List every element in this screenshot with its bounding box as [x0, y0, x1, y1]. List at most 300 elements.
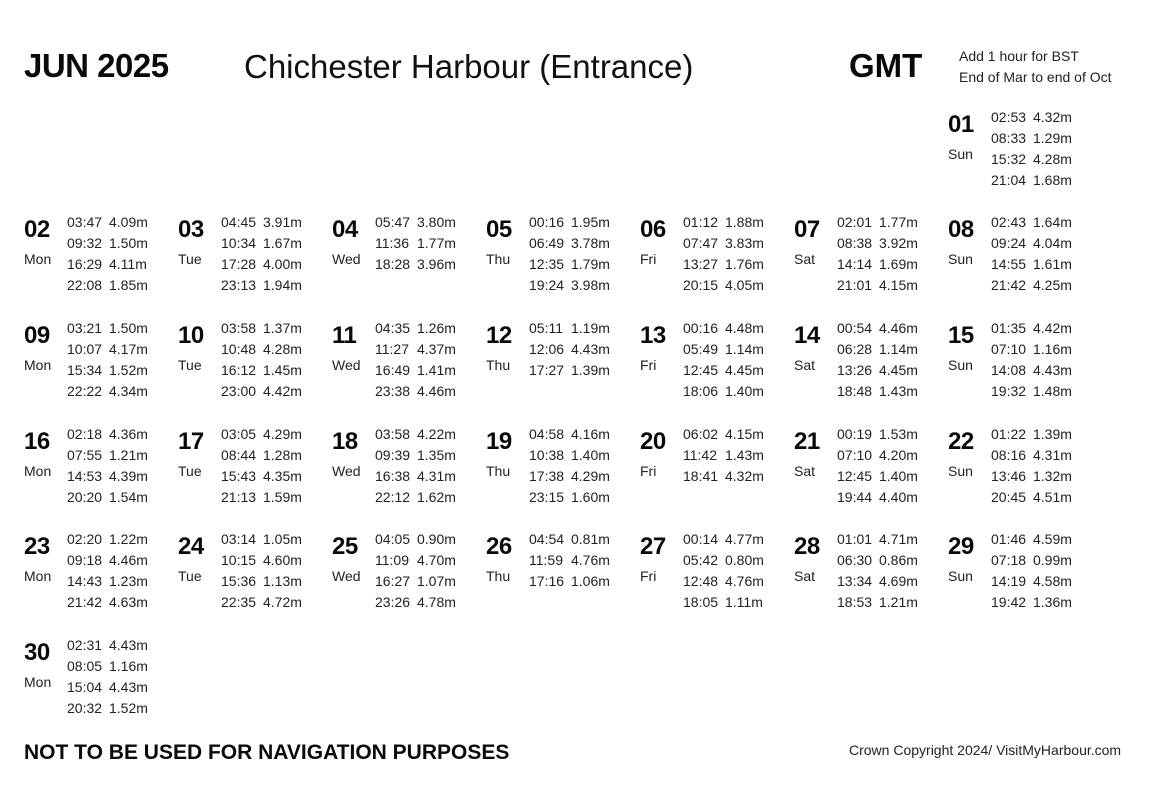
tide-time: 06:28	[837, 341, 873, 357]
day-cell	[332, 529, 482, 629]
tide-height: 4.45m	[725, 362, 764, 378]
tide-list	[221, 424, 302, 508]
tide-entry	[991, 445, 1072, 466]
tide-time: 10:38	[529, 447, 565, 463]
tide-time: 02:01	[837, 214, 873, 230]
tide-entry	[67, 318, 148, 339]
tide-height: 4.15m	[725, 426, 764, 442]
day-number: 07	[794, 216, 820, 243]
tide-height: 1.06m	[571, 573, 610, 589]
tide-height: 1.50m	[109, 320, 148, 336]
tide-time: 02:53	[991, 109, 1027, 125]
day-of-week: Sat	[794, 568, 816, 584]
tide-list	[221, 212, 302, 296]
day-number: 27	[640, 533, 666, 560]
tide-time: 08:33	[991, 130, 1027, 146]
tide-height: 3.91m	[263, 214, 302, 230]
tide-time: 05:42	[683, 552, 719, 568]
navigation-disclaimer: NOT TO BE USED FOR NAVIGATION PURPOSES	[24, 741, 510, 764]
tide-height: 4.37m	[417, 341, 456, 357]
tide-height: 1.60m	[571, 489, 610, 505]
day-of-week: Mon	[24, 463, 52, 479]
tide-height: 1.52m	[109, 362, 148, 378]
tide-height: 1.29m	[1033, 130, 1072, 146]
tide-entry	[837, 360, 918, 381]
tide-entry	[221, 571, 302, 592]
tide-entry	[375, 233, 456, 254]
tide-entry	[67, 360, 148, 381]
tide-time: 21:42	[991, 277, 1027, 293]
day-cell	[640, 212, 790, 312]
day-of-week: Mon	[24, 251, 52, 267]
tide-entry	[683, 233, 764, 254]
tide-entry	[67, 254, 148, 275]
tide-entry	[837, 571, 918, 592]
day-number: 12	[486, 322, 512, 349]
tide-time: 13:34	[837, 573, 873, 589]
tide-time: 00:19	[837, 426, 873, 442]
tide-entry	[375, 445, 456, 466]
tide-height: 1.50m	[109, 235, 148, 251]
tide-height: 3.92m	[879, 235, 918, 251]
tide-entry	[991, 107, 1072, 128]
tide-list	[67, 318, 148, 402]
tide-height: 4.22m	[417, 426, 456, 442]
tide-entry	[529, 550, 610, 571]
tide-height: 4.17m	[109, 341, 148, 357]
tide-list	[991, 529, 1072, 613]
tide-list	[529, 318, 610, 381]
tide-height: 1.39m	[571, 362, 610, 378]
day-cell	[486, 529, 636, 629]
tide-height: 3.78m	[571, 235, 610, 251]
timezone-label: GMT	[849, 47, 923, 84]
tide-entry	[683, 424, 764, 445]
tide-height: 4.76m	[571, 552, 610, 568]
tide-entry	[837, 424, 918, 445]
day-cell	[948, 107, 1098, 207]
tide-time: 21:13	[221, 489, 257, 505]
day-of-week: Fri	[640, 357, 657, 373]
tide-height: 1.28m	[263, 447, 302, 463]
tide-entry	[837, 445, 918, 466]
day-number: 24	[178, 533, 204, 560]
tide-time: 14:53	[67, 468, 103, 484]
tide-entry	[991, 128, 1072, 149]
tide-height: 4.15m	[879, 277, 918, 293]
tide-height: 4.31m	[417, 468, 456, 484]
tide-entry	[837, 275, 918, 296]
tide-entry	[375, 339, 456, 360]
tide-entry	[221, 550, 302, 571]
tide-height: 1.05m	[263, 531, 302, 547]
tide-entry	[529, 571, 610, 592]
tide-entry	[529, 424, 610, 445]
tide-height: 4.60m	[263, 552, 302, 568]
tide-height: 4.00m	[263, 256, 302, 272]
tide-entry	[221, 529, 302, 550]
day-cell	[332, 212, 482, 312]
tide-height: 1.23m	[109, 573, 148, 589]
day-cell	[486, 212, 636, 312]
day-of-week: Fri	[640, 251, 657, 267]
tide-time: 01:35	[991, 320, 1027, 336]
tide-entry	[683, 445, 764, 466]
tide-height: 4.35m	[263, 468, 302, 484]
tide-entry	[221, 318, 302, 339]
tide-time: 13:26	[837, 362, 873, 378]
tide-entry	[991, 466, 1072, 487]
tide-time: 12:45	[837, 468, 873, 484]
tide-height: 1.45m	[263, 362, 302, 378]
tide-time: 07:18	[991, 552, 1027, 568]
tide-entry	[67, 339, 148, 360]
tide-height: 1.43m	[725, 447, 764, 463]
day-cell	[640, 529, 790, 629]
day-cell	[486, 318, 636, 418]
tide-time: 22:22	[67, 383, 103, 399]
day-number: 11	[332, 322, 357, 349]
tide-time: 19:24	[529, 277, 565, 293]
tide-list	[375, 212, 456, 275]
tide-time: 07:47	[683, 235, 719, 251]
tide-entry	[529, 275, 610, 296]
tide-height: 1.85m	[109, 277, 148, 293]
day-number: 05	[486, 216, 512, 243]
tide-entry	[837, 233, 918, 254]
tide-entry	[375, 466, 456, 487]
tide-time: 04:35	[375, 320, 411, 336]
day-of-week: Tue	[178, 463, 202, 479]
tide-entry	[991, 254, 1072, 275]
tide-list	[991, 212, 1072, 296]
tide-time: 23:00	[221, 383, 257, 399]
tide-entry	[375, 360, 456, 381]
tide-entry	[991, 233, 1072, 254]
tide-entry	[375, 254, 456, 275]
tide-height: 1.94m	[263, 277, 302, 293]
tide-time: 00:54	[837, 320, 873, 336]
tide-height: 3.96m	[417, 256, 456, 272]
tide-time: 14:08	[991, 362, 1027, 378]
day-of-week: Sun	[948, 251, 973, 267]
tide-entry	[67, 698, 148, 719]
tide-height: 1.39m	[1033, 426, 1072, 442]
tide-height: 1.88m	[725, 214, 764, 230]
day-number: 09	[24, 322, 50, 349]
tide-time: 23:26	[375, 594, 411, 610]
day-of-week: Mon	[24, 357, 52, 373]
tide-list	[67, 529, 148, 613]
tide-time: 23:38	[375, 383, 411, 399]
tide-entry	[375, 212, 456, 233]
day-of-week: Wed	[332, 357, 361, 373]
tide-time: 12:48	[683, 573, 719, 589]
tide-height: 4.43m	[571, 341, 610, 357]
day-of-week: Sun	[948, 463, 973, 479]
tide-entry	[683, 381, 764, 402]
day-number: 23	[24, 533, 50, 560]
tide-time: 06:02	[683, 426, 719, 442]
tide-height: 4.40m	[879, 489, 918, 505]
tide-time: 05:49	[683, 341, 719, 357]
tide-entry	[683, 360, 764, 381]
tide-height: 4.45m	[879, 362, 918, 378]
tide-height: 1.54m	[109, 489, 148, 505]
tide-entry	[221, 212, 302, 233]
tide-entry	[529, 339, 610, 360]
tide-entry	[67, 275, 148, 296]
tide-entry	[683, 339, 764, 360]
tide-height: 4.31m	[1033, 447, 1072, 463]
tide-list	[837, 529, 918, 613]
day-of-week: Sun	[948, 146, 973, 162]
tide-entry	[837, 318, 918, 339]
bst-note	[959, 46, 1112, 88]
day-number: 13	[640, 322, 666, 349]
tide-height: 4.32m	[725, 468, 764, 484]
tide-entry	[67, 550, 148, 571]
tide-time: 14:19	[991, 573, 1027, 589]
tide-time: 02:31	[67, 637, 103, 653]
day-cell	[486, 424, 636, 524]
tide-time: 16:38	[375, 468, 411, 484]
tide-time: 18:28	[375, 256, 411, 272]
day-cell	[948, 318, 1098, 418]
tide-time: 21:42	[67, 594, 103, 610]
tide-time: 06:30	[837, 552, 873, 568]
day-number: 21	[794, 428, 820, 455]
tide-time: 19:44	[837, 489, 873, 505]
tide-time: 08:38	[837, 235, 873, 251]
tide-time: 12:06	[529, 341, 565, 357]
tide-entry	[375, 487, 456, 508]
tide-height: 1.21m	[109, 447, 148, 463]
tide-time: 20:20	[67, 489, 103, 505]
day-number: 19	[486, 428, 512, 455]
tide-entry	[837, 529, 918, 550]
tide-list	[221, 529, 302, 613]
tide-entry	[529, 445, 610, 466]
day-number: 18	[332, 428, 358, 455]
tide-height: 4.43m	[109, 637, 148, 653]
tide-entry	[375, 318, 456, 339]
tide-height: 1.21m	[879, 594, 918, 610]
tide-entry	[683, 466, 764, 487]
tide-height: 1.53m	[879, 426, 918, 442]
tide-time: 10:34	[221, 235, 257, 251]
tide-height: 4.09m	[109, 214, 148, 230]
tide-time: 00:14	[683, 531, 719, 547]
tide-time: 12:35	[529, 256, 565, 272]
tide-entry	[67, 212, 148, 233]
tide-time: 15:43	[221, 468, 257, 484]
tide-time: 09:39	[375, 447, 411, 463]
tide-height: 1.67m	[263, 235, 302, 251]
tide-entry	[837, 550, 918, 571]
tide-height: 1.32m	[1033, 468, 1072, 484]
tide-time: 10:48	[221, 341, 257, 357]
tide-height: 1.48m	[1033, 383, 1072, 399]
tide-time: 17:16	[529, 573, 565, 589]
tide-entry	[991, 275, 1072, 296]
day-cell	[948, 529, 1098, 629]
day-number: 22	[948, 428, 974, 455]
tide-time: 18:48	[837, 383, 873, 399]
day-number: 03	[178, 216, 204, 243]
tide-entry	[991, 592, 1072, 613]
tide-list	[375, 529, 456, 613]
tide-entry	[375, 571, 456, 592]
tide-height: 4.28m	[263, 341, 302, 357]
tide-time: 18:06	[683, 383, 719, 399]
tide-height: 0.86m	[879, 552, 918, 568]
tide-time: 16:49	[375, 362, 411, 378]
tide-entry	[67, 445, 148, 466]
tide-time: 08:05	[67, 658, 103, 674]
day-cell	[24, 424, 174, 524]
tide-height: 4.25m	[1033, 277, 1072, 293]
tide-height: 4.28m	[1033, 151, 1072, 167]
tide-time: 22:08	[67, 277, 103, 293]
tide-height: 4.05m	[725, 277, 764, 293]
tide-time: 04:54	[529, 531, 565, 547]
tide-time: 18:05	[683, 594, 719, 610]
tide-height: 4.39m	[109, 468, 148, 484]
tide-time: 10:07	[67, 341, 103, 357]
tide-height: 4.78m	[417, 594, 456, 610]
tide-height: 1.40m	[879, 468, 918, 484]
tide-time: 18:53	[837, 594, 873, 610]
day-of-week: Thu	[486, 251, 511, 267]
tide-entry	[67, 635, 148, 656]
tide-height: 4.42m	[1033, 320, 1072, 336]
tide-time: 11:42	[683, 447, 717, 463]
day-of-week: Wed	[332, 251, 361, 267]
tide-entry	[221, 424, 302, 445]
day-number: 26	[486, 533, 512, 560]
day-number: 17	[178, 428, 204, 455]
tide-height: 4.70m	[417, 552, 456, 568]
tide-entry	[221, 339, 302, 360]
day-cell	[24, 529, 174, 629]
month-title: JUN 2025	[24, 47, 169, 84]
tide-time: 20:32	[67, 700, 103, 716]
day-of-week: Thu	[486, 463, 511, 479]
tide-height: 1.16m	[109, 658, 148, 674]
tide-time: 17:27	[529, 362, 565, 378]
tide-time: 09:32	[67, 235, 103, 251]
tide-time: 09:18	[67, 552, 103, 568]
tide-height: 4.46m	[109, 552, 148, 568]
tide-time: 00:16	[529, 214, 565, 230]
tide-time: 11:09	[375, 552, 409, 568]
day-number: 30	[24, 639, 50, 666]
tide-height: 1.59m	[263, 489, 302, 505]
day-number: 02	[24, 216, 50, 243]
tide-height: 1.26m	[417, 320, 456, 336]
tide-list	[991, 318, 1072, 402]
day-cell	[178, 318, 328, 418]
tide-time: 17:28	[221, 256, 257, 272]
tide-entry	[837, 339, 918, 360]
tide-time: 20:45	[991, 489, 1027, 505]
tide-height: 3.83m	[725, 235, 764, 251]
tide-time: 19:42	[991, 594, 1027, 610]
tide-list	[67, 635, 148, 719]
tide-height: 1.16m	[1033, 341, 1072, 357]
tide-time: 03:14	[221, 531, 257, 547]
tide-time: 04:58	[529, 426, 565, 442]
tide-time: 02:20	[67, 531, 103, 547]
tide-entry	[837, 592, 918, 613]
tide-time: 19:32	[991, 383, 1027, 399]
tide-entry	[67, 466, 148, 487]
tide-entry	[67, 424, 148, 445]
tide-height: 1.69m	[879, 256, 918, 272]
day-number: 06	[640, 216, 666, 243]
location-title: Chichester Harbour (Entrance)	[244, 48, 694, 85]
tide-entry	[991, 550, 1072, 571]
tide-list	[683, 424, 764, 487]
tide-entry	[375, 424, 456, 445]
tide-entry	[67, 487, 148, 508]
tide-entry	[529, 233, 610, 254]
tide-time: 14:43	[67, 573, 103, 589]
tide-time: 16:29	[67, 256, 103, 272]
tide-entry	[67, 233, 148, 254]
tide-height: 4.43m	[109, 679, 148, 695]
tide-height: 4.34m	[109, 383, 148, 399]
tide-time: 05:47	[375, 214, 411, 230]
tide-height: 4.77m	[725, 531, 764, 547]
tide-height: 1.11m	[725, 594, 763, 610]
tide-list	[67, 424, 148, 508]
tide-height: 1.07m	[417, 573, 456, 589]
tide-time: 01:12	[683, 214, 719, 230]
day-of-week: Sun	[948, 568, 973, 584]
tide-time: 03:05	[221, 426, 257, 442]
tide-entry	[991, 571, 1072, 592]
tide-height: 4.46m	[417, 383, 456, 399]
tide-time: 03:58	[221, 320, 257, 336]
day-cell	[794, 529, 944, 629]
tide-height: 1.40m	[725, 383, 764, 399]
tide-height: 1.37m	[263, 320, 302, 336]
day-number: 29	[948, 533, 974, 560]
tide-time: 07:55	[67, 447, 103, 463]
tide-entry	[67, 656, 148, 677]
tide-entry	[67, 381, 148, 402]
tide-list	[991, 107, 1072, 191]
bst-note-line-2: End of Mar to end of Oct	[959, 69, 1112, 85]
tide-height: 4.16m	[571, 426, 610, 442]
day-number: 10	[178, 322, 204, 349]
tide-time: 11:59	[529, 552, 563, 568]
tide-time: 07:10	[991, 341, 1027, 357]
day-of-week: Thu	[486, 568, 511, 584]
day-of-week: Wed	[332, 568, 361, 584]
tide-entry	[991, 149, 1072, 170]
tide-entry	[683, 550, 764, 571]
copyright-notice: Crown Copyright 2024/ VisitMyHarbour.com	[849, 742, 1122, 758]
tide-height: 4.29m	[263, 426, 302, 442]
tide-list	[529, 529, 610, 592]
tide-height: 0.80m	[725, 552, 764, 568]
tide-entry	[67, 592, 148, 613]
tide-height: 4.51m	[1033, 489, 1072, 505]
tide-height: 4.04m	[1033, 235, 1072, 251]
